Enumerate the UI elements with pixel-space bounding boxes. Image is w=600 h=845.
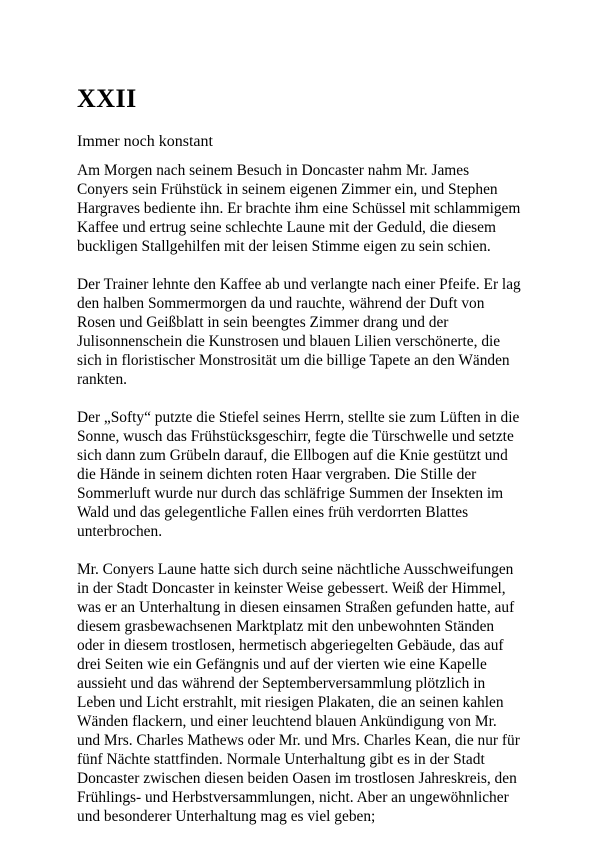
paragraph: Der Trainer lehnte den Kaffee ab und verlangte nach einer Pfeife. Er lag den halben Sommermorgen da und rauchte, während der Duft von Rosen und Geißblatt in sein beengtes Zimmer drang und der Julisonnenschein die Kunstrosen und blauen Lilien verschönerte, die sich in floristischer Monstrosität um die billige Tapete an den Wänden rankten. <box>77 276 521 388</box>
chapter-body <box>77 161 521 845</box>
paragraph: Der „Softy“ putzte die Stiefel seines Herrn, stellte sie zum Lüften in die Sonne, wusch das Frühstücksgeschirr, fegte die Türschwelle und setzte sich dann zum Grübeln darauf, die Ellbogen auf die Knie gestützt und die Hände in seinem dichten roten Haar vergraben. Die Stille der Sommerluft wurde nur durch das schläfrige Summen der Insekten im Wald und das gelegentliche Fallen eines früh verdorrten Blattes unterbrochen. <box>77 409 520 540</box>
paragraph: Mr. Conyers Laune hatte sich durch seine nächtliche Ausschweifungen in der Stadt Doncaster in keinster Weise gebessert. Weiß der Himmel, was er an Unterhaltung in diesen einsamen Straßen gefunden hatte, auf diesem grasbewachsenen Marktplatz mit den unbewohnten Ständen oder in diesem trostlosen, hermetisch abgeriegelten Gebäude, das auf drei Seiten wie ein Gefängnis und auf der vierten wie eine Kapelle aussieht und das während der Septemberversammlung plötzlich in Leben und Licht erstrahlt, mit riesigen Plakaten, die an seinen kahlen Wänden flackern, und einer leuchtend blauen Ankündigung von Mr. und Mrs. Charles Mathews oder Mr. und Mrs. Charles Kean, die nur für fünf Nächte stattfinden. Normale Unterhaltung gibt es in der Stadt Doncaster zwischen diesen beiden Oasen im trostlosen Jahreskreis, den Frühlings- und Herbstversammlungen, nicht. Aber an ungewöhnlicher und besonderer Unterhaltung mag es viel geben; <box>77 561 520 825</box>
chapter-number: XXII <box>77 84 137 113</box>
paragraph: Am Morgen nach seinem Besuch in Doncaster nahm Mr. James Conyers sein Frühstück in seinem eigenen Zimmer ein, und Stephen Hargraves bediente ihn. Er brachte ihm eine Schüssel mit schlammigem Kaffee und ertrug seine schlechte Laune mit der Geduld, die diesem buckligen Stallgehilfen mit der leisen Stimme eigen zu sein schien. <box>77 162 521 255</box>
chapter-title: Immer noch konstant <box>77 133 213 150</box>
